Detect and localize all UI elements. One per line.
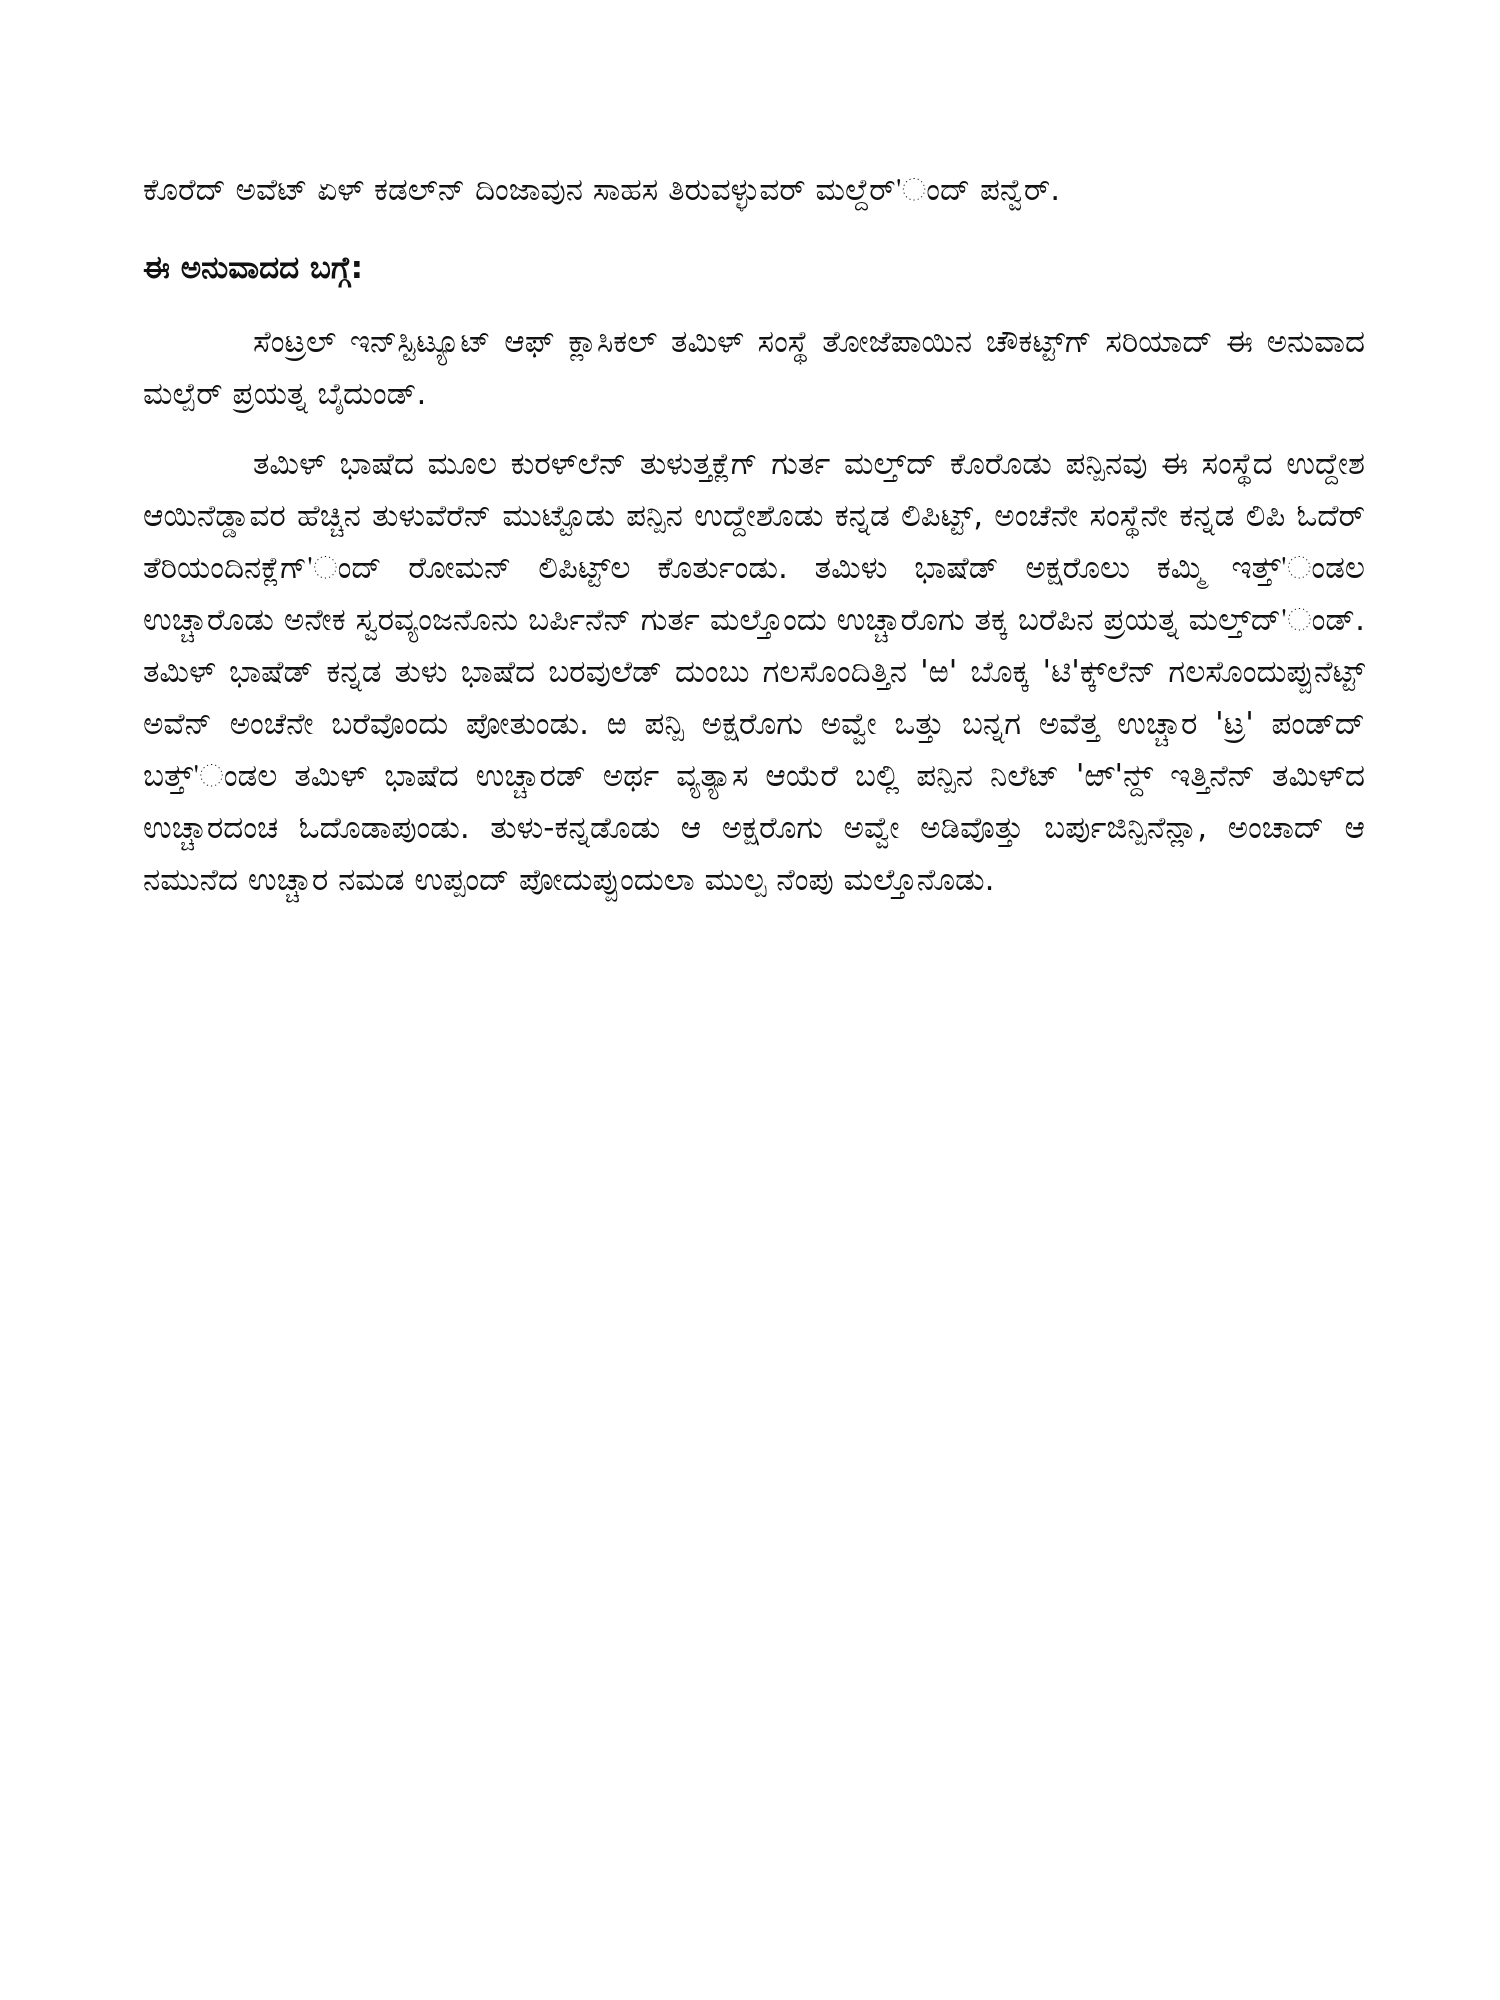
- intro-paragraph: ಕೊರೆದ್ ಅವೆಟ್ ಏಳ್ ಕಡಲ್‌ನ್ ದಿಂಜಾವುನ ಸಾಹಸ ತಿರುವಳ್ಳುವರ್ ಮಲ್ದೆರ್'ಂದ್ ಪನ್ವೆರ್.: [143, 172, 1061, 208]
- paragraph-institute: ಸೆಂಟ್ರಲ್ ಇನ್‌ಸ್ಟಿಟ್ಯೂಟ್ ಆಫ್ ಕ್ಲಾಸಿಕಲ್ ತಮಿಳ್ ಸಂಸ್ಥೆ ತೋಜೆಪಾಯಿನ ಚೌಕಟ್ಟ್‌ಗ್ ಸರಿಯಾದ್ ಈ ಅನುವಾದ ಮಲ್ಪೆರ್ ಪ್ರಯತ್ನ ಬೈದುಂಡ್.: [143, 324, 1365, 412]
- paragraph-translation-notes: ತಮಿಳ್ ಭಾಷೆದ ಮೂಲ ಕುರಳ್‌ಲೆನ್ ತುಳುತ್ತಕ್ಲೆಗ್ ಗುರ್ತ ಮಲ್ತ್‌ದ್ ಕೊರೊಡು ಪನ್ಪಿನವು ಈ ಸಂಸ್ಥೆದ ಉದ್ದೇಶ ಆಯಿನೆಡ್ಡಾವರ ಹೆಚ್ಚಿನ ತುಳುವೆರೆನ್ ಮುಟ್ಟೊಡು ಪನ್ಪಿನ ಉದ್ದೇಶೊಡು ಕನ್ನಡ ಲಿಪಿಟ್ಟ್, ಅಂಚೆನೇ ಸಂಸ್ಥೆನೇ ಕನ್ನಡ ಲಿಪಿ ಓದೆರ್ ತೆರಿಯಂದಿನಕ್ಲೆಗ್'ಂದ್ ರೋಮನ್ ಲಿಪಿಟ್ಟ್‌ಲ ಕೊರ್ತುಂಡು. ತಮಿಳು ಭಾಷೆಡ್ ಅಕ್ಷರೊಲು ಕಮ್ಮಿ ಇತ್ತ್'ಂಡಲ ಉಚ್ಚಾರೊಡು ಅನೇಕ ಸ್ವರವ್ಯಂಜನೊನು ಬರ್ಪಿನೆನ್ ಗುರ್ತ ಮಲ್ತೊಂದು ಉಚ್ಚಾರೊಗು ತಕ್ಕ ಬರೆಪಿನ ಪ್ರಯತ್ನ ಮಲ್ತ್‌ದ್'ಂಡ್. ತಮಿಳ್ ಭಾಷೆಡ್ ಕನ್ನಡ ತುಳು ಭಾಷೆದ ಬರವುಲೆಡ್ ದುಂಬು ಗಲಸೊಂದಿತ್ತಿನ 'ಱ' ಬೊಕ್ಕ 'ಟಿ'ಕ್ಕ್‌ಲೆನ್ ಗಲಸೊಂದುಪ್ಪುನೆಟ್ಟ್ ಅವೆನ್ ಅಂಚೆನೇ ಬರೆವೊಂದು ಪೋತುಂಡು. ಱ ಪನ್ಪಿ ಅಕ್ಷರೊಗು ಅವ್ವೇ ಒತ್ತು ಬನ್ನಗ ಅವೆತ್ತ ಉಚ್ಚಾರ 'ಟ್ರ' ಪಂಡ್‌ದ್ ಬತ್ತ್'ಂಡಲ ತಮಿಳ್ ಭಾಷೆದ ಉಚ್ಚಾರಡ್ ಅರ್ಥ ವ್ಯತ್ಯಾಸ ಆಯೆರೆ ಬಲ್ಲಿ ಪನ್ಪಿನ ನಿಲೆಟ್ 'ಱ್'ನ್ದ್ ಇತ್ತಿನೆನ್ ತಮಿಳ್‌ದ ಉಚ್ಚಾರದಂಚ ಓದೊಡಾಪುಂಡು. ತುಳು-ಕನ್ನಡೊಡು ಆ ಅಕ್ಷರೊಗು ಅವ್ವೇ ಅಡಿವೊತ್ತು ಬರ್ಪುಜಿನ್ಪಿನೆನ್ಲಾ, ಅಂಚಾದ್ ಆ ನಮುನೆದ ಉಚ್ಚಾರ ನಮಡ ಉಪ್ಪಂದ್ ಪೋದುಪ್ಪುಂದುಲಾ ಮುಲ್ಪ ನೆಂಪು ಮಲ್ತೊನೊಡು.: [143, 446, 1365, 898]
- section-heading: ಈ ಅನುವಾದದ ಬಗ್ಗೆ:: [143, 250, 364, 286]
- document-body: [143, 164, 1365, 906]
